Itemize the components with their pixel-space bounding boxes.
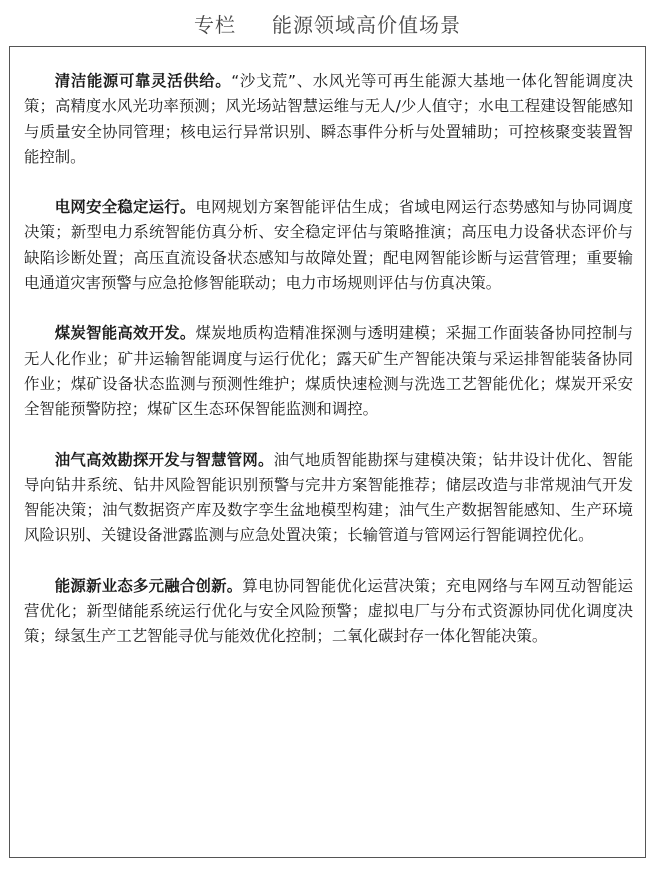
column-header (0, 0, 655, 46)
section-body: 电网规划方案智能评估生成；省域电网运行态势感知与协同调度决策；新型电力系统智能仿真分析、安全稳定评估与策略推演；高压电力设备状态评价与缺陷诊断处置；高压直流设备状态感知与故障处置；配电网智能诊断与运营管理；重要输电通道灾害预警与应急抢修智能联动；电力市场规则评估与仿真决策。 (24, 198, 633, 293)
section-body: 煤炭地质构造精准探测与透明建模；采掘工作面装备协同控制与无人化作业；矿井运输智能调度与运行优化；露天矿生产智能决策与采运排智能装备协同作业；煤矿设备状态监测与预测性维护；煤质快速检测与洗选工艺智能优化；煤炭开采安全智能预警防控；煤矿区生态环保智能监测和调控。 (24, 324, 633, 419)
section-body: 算电协同智能优化运营决策；充电网络与车网互动智能运营优化；新型储能系统运行优化与安全风险预警；虚拟电厂与分布式资源协同优化调度决策；绿氢生产工艺智能寻优与能效优化控制；二氧化碳封存一体化智能决策。 (24, 576, 633, 646)
section-heading: 油气高效勘探开发与智慧管网。 (54, 450, 274, 469)
column-title: 能源领域高价值场景 (272, 12, 461, 37)
section-heading: 煤炭智能高效开发。 (54, 324, 196, 343)
section-heading: 清洁能源可靠灵活供给。 (54, 72, 232, 90)
section-oil-gas (24, 448, 633, 549)
section-body: 油气地质智能勘探与建模决策；钻井设计优化、智能导向钻井系统、钻井风险智能识别预警与完井方案智能推荐；储层改造与非常规油气开发智能决策；油气数据资产库及数字孪生盆地模型构建；油气生产数据智能感知、生产环境风险识别、关键设备泄露监测与应急处置决策；长输管道与管网运行智能调控优化。 (24, 450, 633, 545)
section-power-grid (24, 195, 633, 296)
section-heading: 电网安全稳定运行。 (54, 198, 196, 217)
section-clean-energy (24, 69, 633, 170)
section-heading: 能源新业态多元融合创新。 (54, 576, 243, 595)
section-new-business (24, 574, 633, 650)
column-label: 专栏 (194, 12, 236, 37)
content-box (9, 46, 646, 858)
section-coal (24, 321, 633, 422)
section-body: “沙戈荒”、水风光等可再生能源大基地一体化智能调度决策；高精度水风光功率预测；风光场站智慧运维与无人/少人值守；水电工程建设智能感知与质量安全协同管理；核电运行异常识别、瞬态事件分析与处置辅助；可控核聚变装置智能控制。 (24, 72, 633, 166)
